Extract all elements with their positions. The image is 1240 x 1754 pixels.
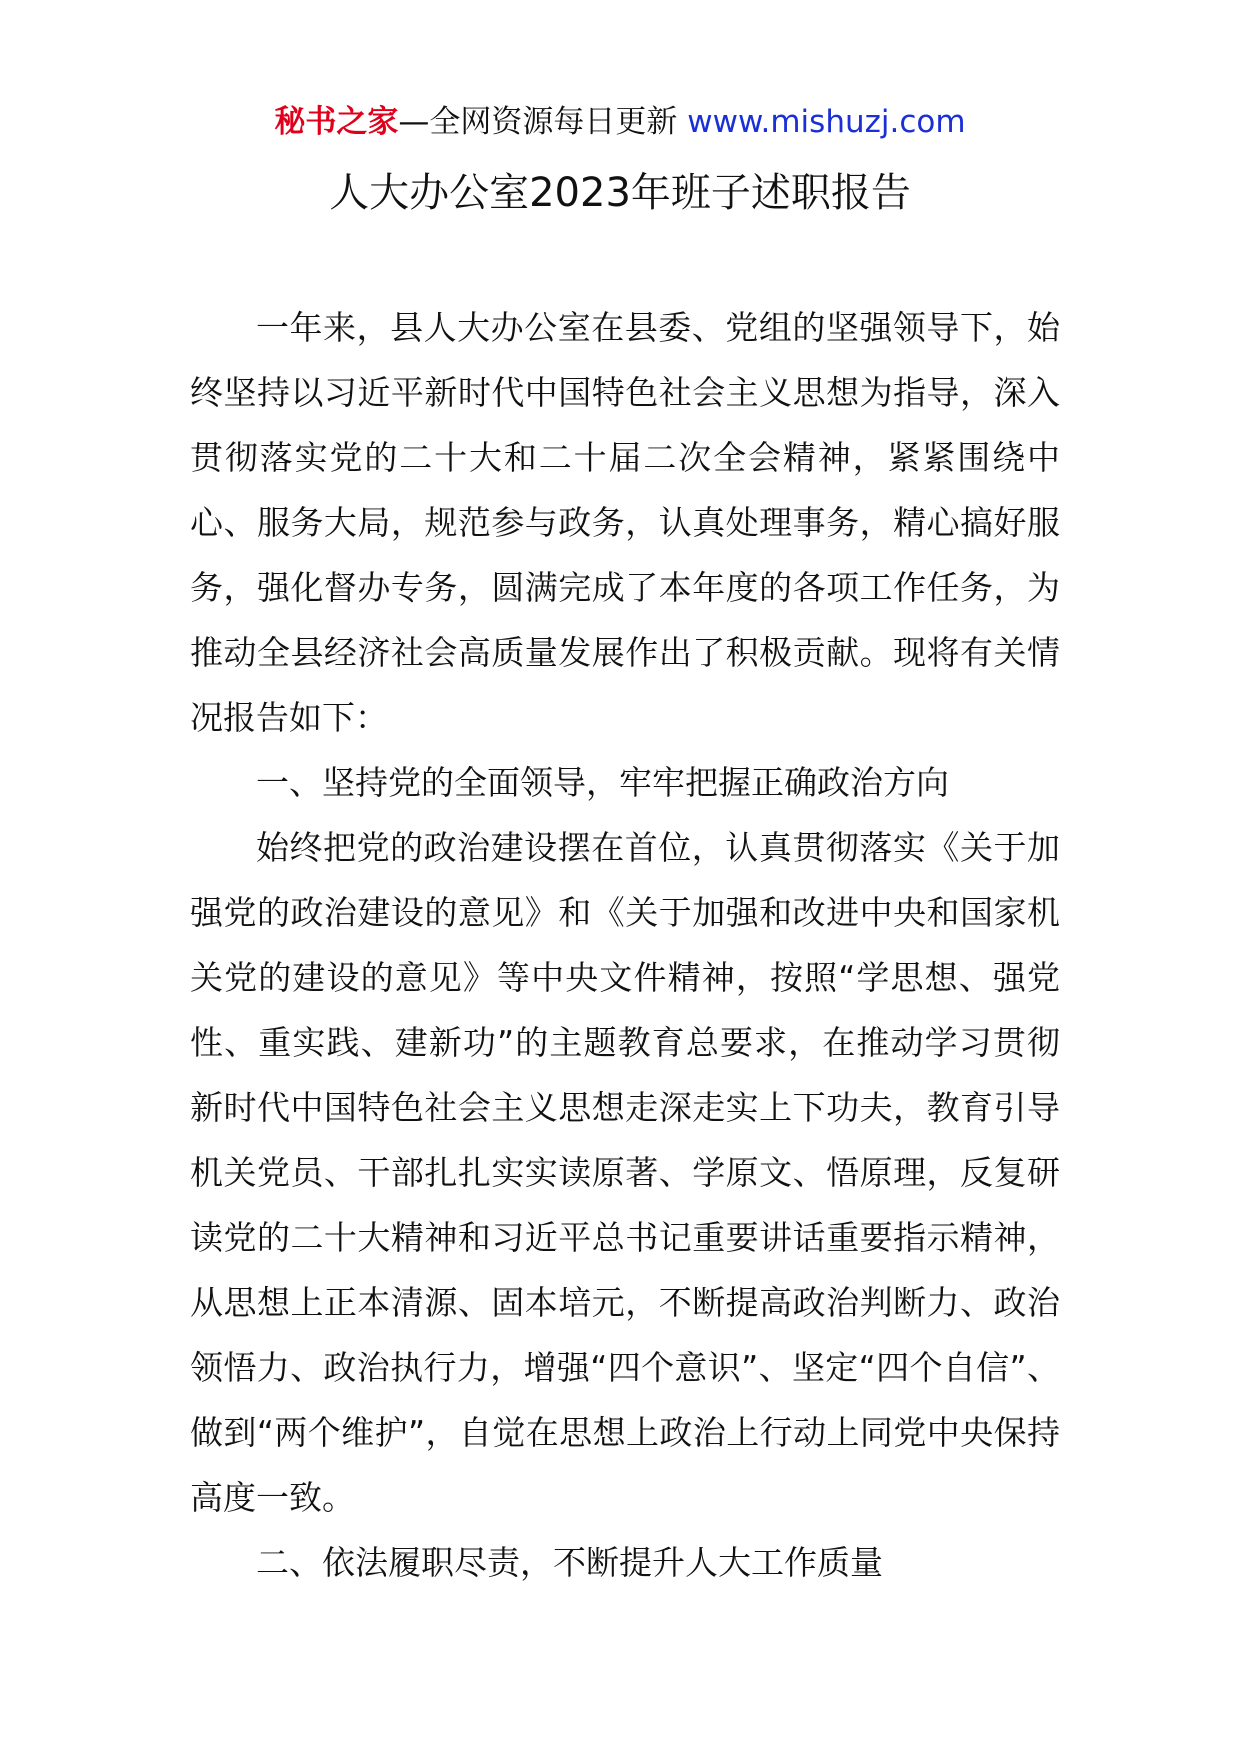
site-banner (0, 100, 1240, 144)
banner-brand: 秘书之家 (274, 104, 399, 140)
section-heading-1: 一、坚持党的全面领导，牢牢把握正确政治方向 (256, 763, 949, 802)
intro-paragraph: 一年来，县人大办公室在县委、党组的坚强领导下，始终坚持以习近平新时代中国特色社会主义思想为指导，深入贯彻落实党的二十大和二十届二次全会精神，紧紧围绕中心、服务大局，规范参与政务，认真处理事务，精心搞好服务，强化督办专务，圆满完成了本年度的各项工作任务，为推动全县经济社会高质量发展作出了积极贡献。现将有关情况报告如下： (190, 308, 1060, 737)
section-heading-2: 二、依法履职尽责，不断提升人大工作质量 (256, 1543, 883, 1582)
banner-url-link[interactable]: www.mishuzj.com (687, 104, 966, 140)
document-title: 人大办公室2023年班子述职报告 (329, 170, 911, 216)
banner-slogan: —全网资源每日更新 (398, 104, 688, 140)
section-1-paragraph: 始终把党的政治建设摆在首位，认真贯彻落实《关于加强党的政治建设的意见》和《关于加强和改进中央和国家机关党的建设的意见》等中央文件精神，按照“学思想、强党性、重实践、建新功”的主题教育总要求，在推动学习贯彻新时代中国特色社会主义思想走深走实上下功夫，教育引导机关党员、干部扎扎实实读原著、学原文、悟原理，反复研读党的二十大精神和习近平总书记重要讲话重要指示精神，从思想上正本清源、固本培元，不断提高政治判断力、政治领悟力、政治执行力，增强“四个意识”、坚定“四个自信”、做到“两个维护”，自觉在思想上政治上行动上同党中央保持高度一致。 (190, 828, 1060, 1517)
document-body (190, 295, 1060, 1595)
